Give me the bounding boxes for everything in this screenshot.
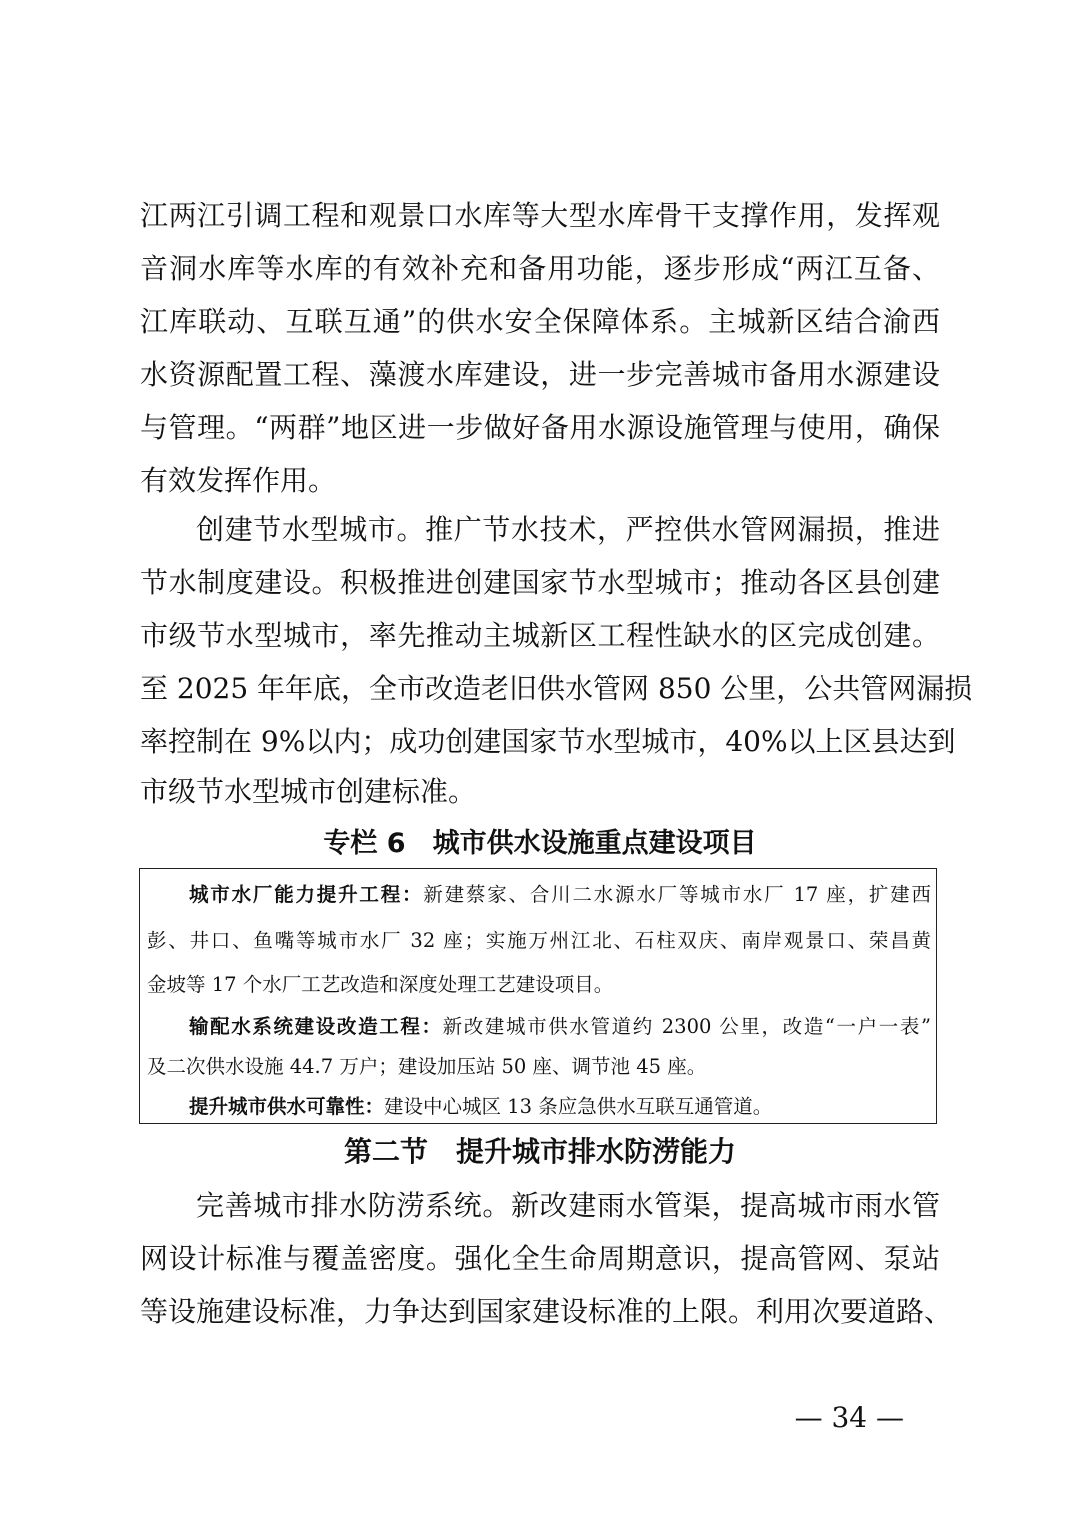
column-item3-line-1 (189, 1088, 931, 1126)
column-item1-text-1: 新建蔡家、合川二水源水厂等城市水厂 17 座，扩建西 (423, 883, 931, 906)
para2-line-3: 市级节水型城市，率先推动主城新区工程性缺水的区完成创建。 (140, 619, 940, 652)
para2-line-4: 至 2025 年年底，全市改造老旧供水管网 850 公里，公共管网漏损 (140, 672, 973, 705)
column-item1-line-1 (189, 876, 931, 914)
column-item2-text-1: 新改建城市供水管道约 2300 公里，改造“一户一表” (442, 1015, 931, 1038)
section-title: 第二节 提升城市排水防涝能力 (343, 1135, 736, 1168)
column-item1-line-3: 金坡等 17 个水厂工艺改造和深度处理工艺建设项目。 (147, 973, 614, 996)
para3-line-1: 完善城市排水防涝系统。新改建雨水管渠，提高城市雨水管 (196, 1189, 940, 1222)
column-item2-line-2: 及二次供水设施 44.7 万户；建设加压站 50 座、调节池 45 座。 (147, 1055, 707, 1078)
para1-line-1: 江两江引调工程和观景口水库等大型水库骨干支撑作用，发挥观 (140, 199, 940, 232)
column-item2-label: 输配水系统建设改造工程： (189, 1015, 443, 1038)
column-item3-label: 提升城市供水可靠性： (189, 1095, 385, 1118)
column-item1-label: 城市水厂能力提升工程： (189, 883, 424, 906)
para1-line-6: 有效发挥作用。 (140, 464, 337, 497)
para2-line-2: 节水制度建设。积极推进创建国家节水型城市；推动各区县创建 (140, 566, 940, 599)
para1-line-2: 音洞水库等水库的有效补充和备用功能，逐步形成“两江互备、 (140, 252, 940, 285)
para3-line-3: 等设施建设标准，力争达到国家建设标准的上限。利用次要道路、 (140, 1295, 953, 1328)
column-item1-line-2: 彭、井口、鱼嘴等城市水厂 32 座；实施万州江北、石柱双庆、南岸观景口、荣昌黄 (147, 929, 931, 952)
column-item3-text-1: 建设中心城区 13 条应急供水互联互通管道。 (384, 1095, 773, 1118)
para3-line-2: 网设计标准与覆盖密度。强化全生命周期意识，提高管网、泵站 (140, 1242, 940, 1275)
para1-line-3: 江库联动、互联互通”的供水安全保障体系。主城新区结合渝西 (140, 305, 940, 338)
page-number: — 34 — (794, 1401, 904, 1434)
column-item2-line-1 (189, 1008, 931, 1046)
para1-line-5: 与管理。“两群”地区进一步做好备用水源设施管理与使用，确保 (140, 411, 940, 444)
para2-line-6: 市级节水型城市创建标准。 (140, 775, 477, 808)
para1-line-4: 水资源配置工程、藻渡水库建设，进一步完善城市备用水源建设 (140, 358, 940, 391)
column-title: 专栏 6 城市供水设施重点建设项目 (323, 828, 757, 859)
para2-line-5: 率控制在 9%以内；成功创建国家节水型城市，40%以上区县达到 (140, 725, 956, 758)
para2-line-1: 创建节水型城市。推广节水技术，严控供水管网漏损，推进 (196, 513, 940, 546)
